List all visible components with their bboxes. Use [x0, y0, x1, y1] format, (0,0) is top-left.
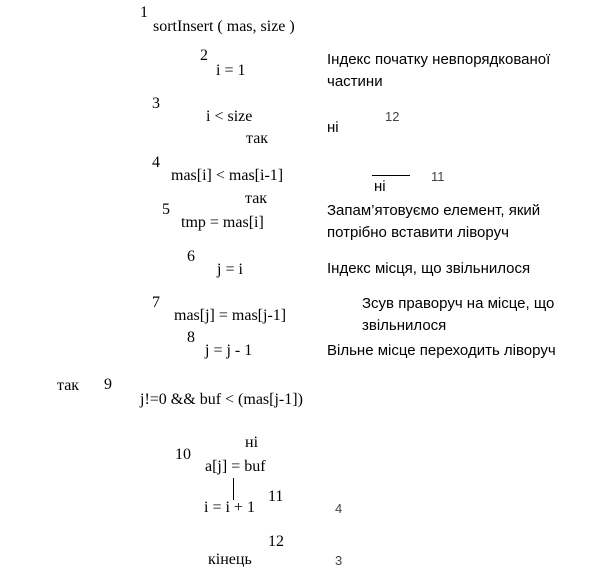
block-number-10: 10 [175, 446, 191, 463]
block-9-no-label: ні [245, 434, 259, 451]
flow-connector-10-11 [233, 478, 234, 500]
block-4-no-label: ні [374, 178, 386, 195]
comment-block-2: Індекс початку невпорядкованої частини [327, 51, 551, 90]
block-number-9: 9 [104, 376, 112, 393]
comment-block-7: Зсув праворуч на місце, що звільнилося [362, 295, 555, 334]
block-number-3: 3 [152, 95, 160, 112]
block-number-1: 1 [140, 4, 148, 21]
block-12-ref: 3 [335, 553, 343, 568]
block-5-assign-tmp: tmp = mas[i] [181, 214, 264, 231]
block-11-return-target: 4 [335, 501, 343, 516]
block-2-init: i = 1 [216, 62, 246, 79]
block-number-7: 7 [152, 294, 160, 311]
comment-block-5: Запам’ятовуємо елемент, який потрібно вставити ліворуч [327, 202, 541, 241]
block-10-assign: a[j] = buf [205, 458, 266, 475]
block-number-8: 8 [187, 329, 195, 346]
block-4-condition: mas[i] < mas[i-1] [171, 167, 284, 184]
block-9-condition: j!=0 && buf < (mas[j-1]) [140, 391, 303, 408]
block-4-no-connector [372, 175, 410, 176]
block-12-end: кінець [208, 551, 252, 568]
block-4-no-target: 11 [431, 169, 445, 184]
comment-block-8: Вільне місце переходить ліворуч [327, 342, 556, 359]
block-3-yes-label: так [246, 130, 269, 147]
block-3-no-label: ні [327, 119, 339, 136]
block-7-shift: mas[j] = mas[j-1] [174, 307, 287, 324]
block-4-yes-label: так [245, 190, 268, 207]
comment-block-6: Індекс місця, що звільнилося [327, 260, 531, 277]
block-number-6: 6 [187, 248, 195, 265]
block-8-decrement: j = j - 1 [205, 342, 253, 359]
block-3-condition: i < size [206, 108, 253, 125]
block-number-2: 2 [200, 47, 208, 64]
block-1-start: sortInsert ( mas, size ) [153, 18, 295, 35]
block-6-assign-j: j = i [217, 261, 243, 278]
block-3-no-target: 12 [385, 109, 400, 124]
block-number-12: 12 [268, 533, 284, 550]
block-number-5: 5 [162, 201, 170, 218]
block-9-yes-label: так [57, 377, 80, 394]
block-11-increment: i = i + 1 [204, 499, 255, 516]
block-number-4: 4 [152, 154, 160, 171]
block-number-11: 11 [268, 488, 284, 505]
